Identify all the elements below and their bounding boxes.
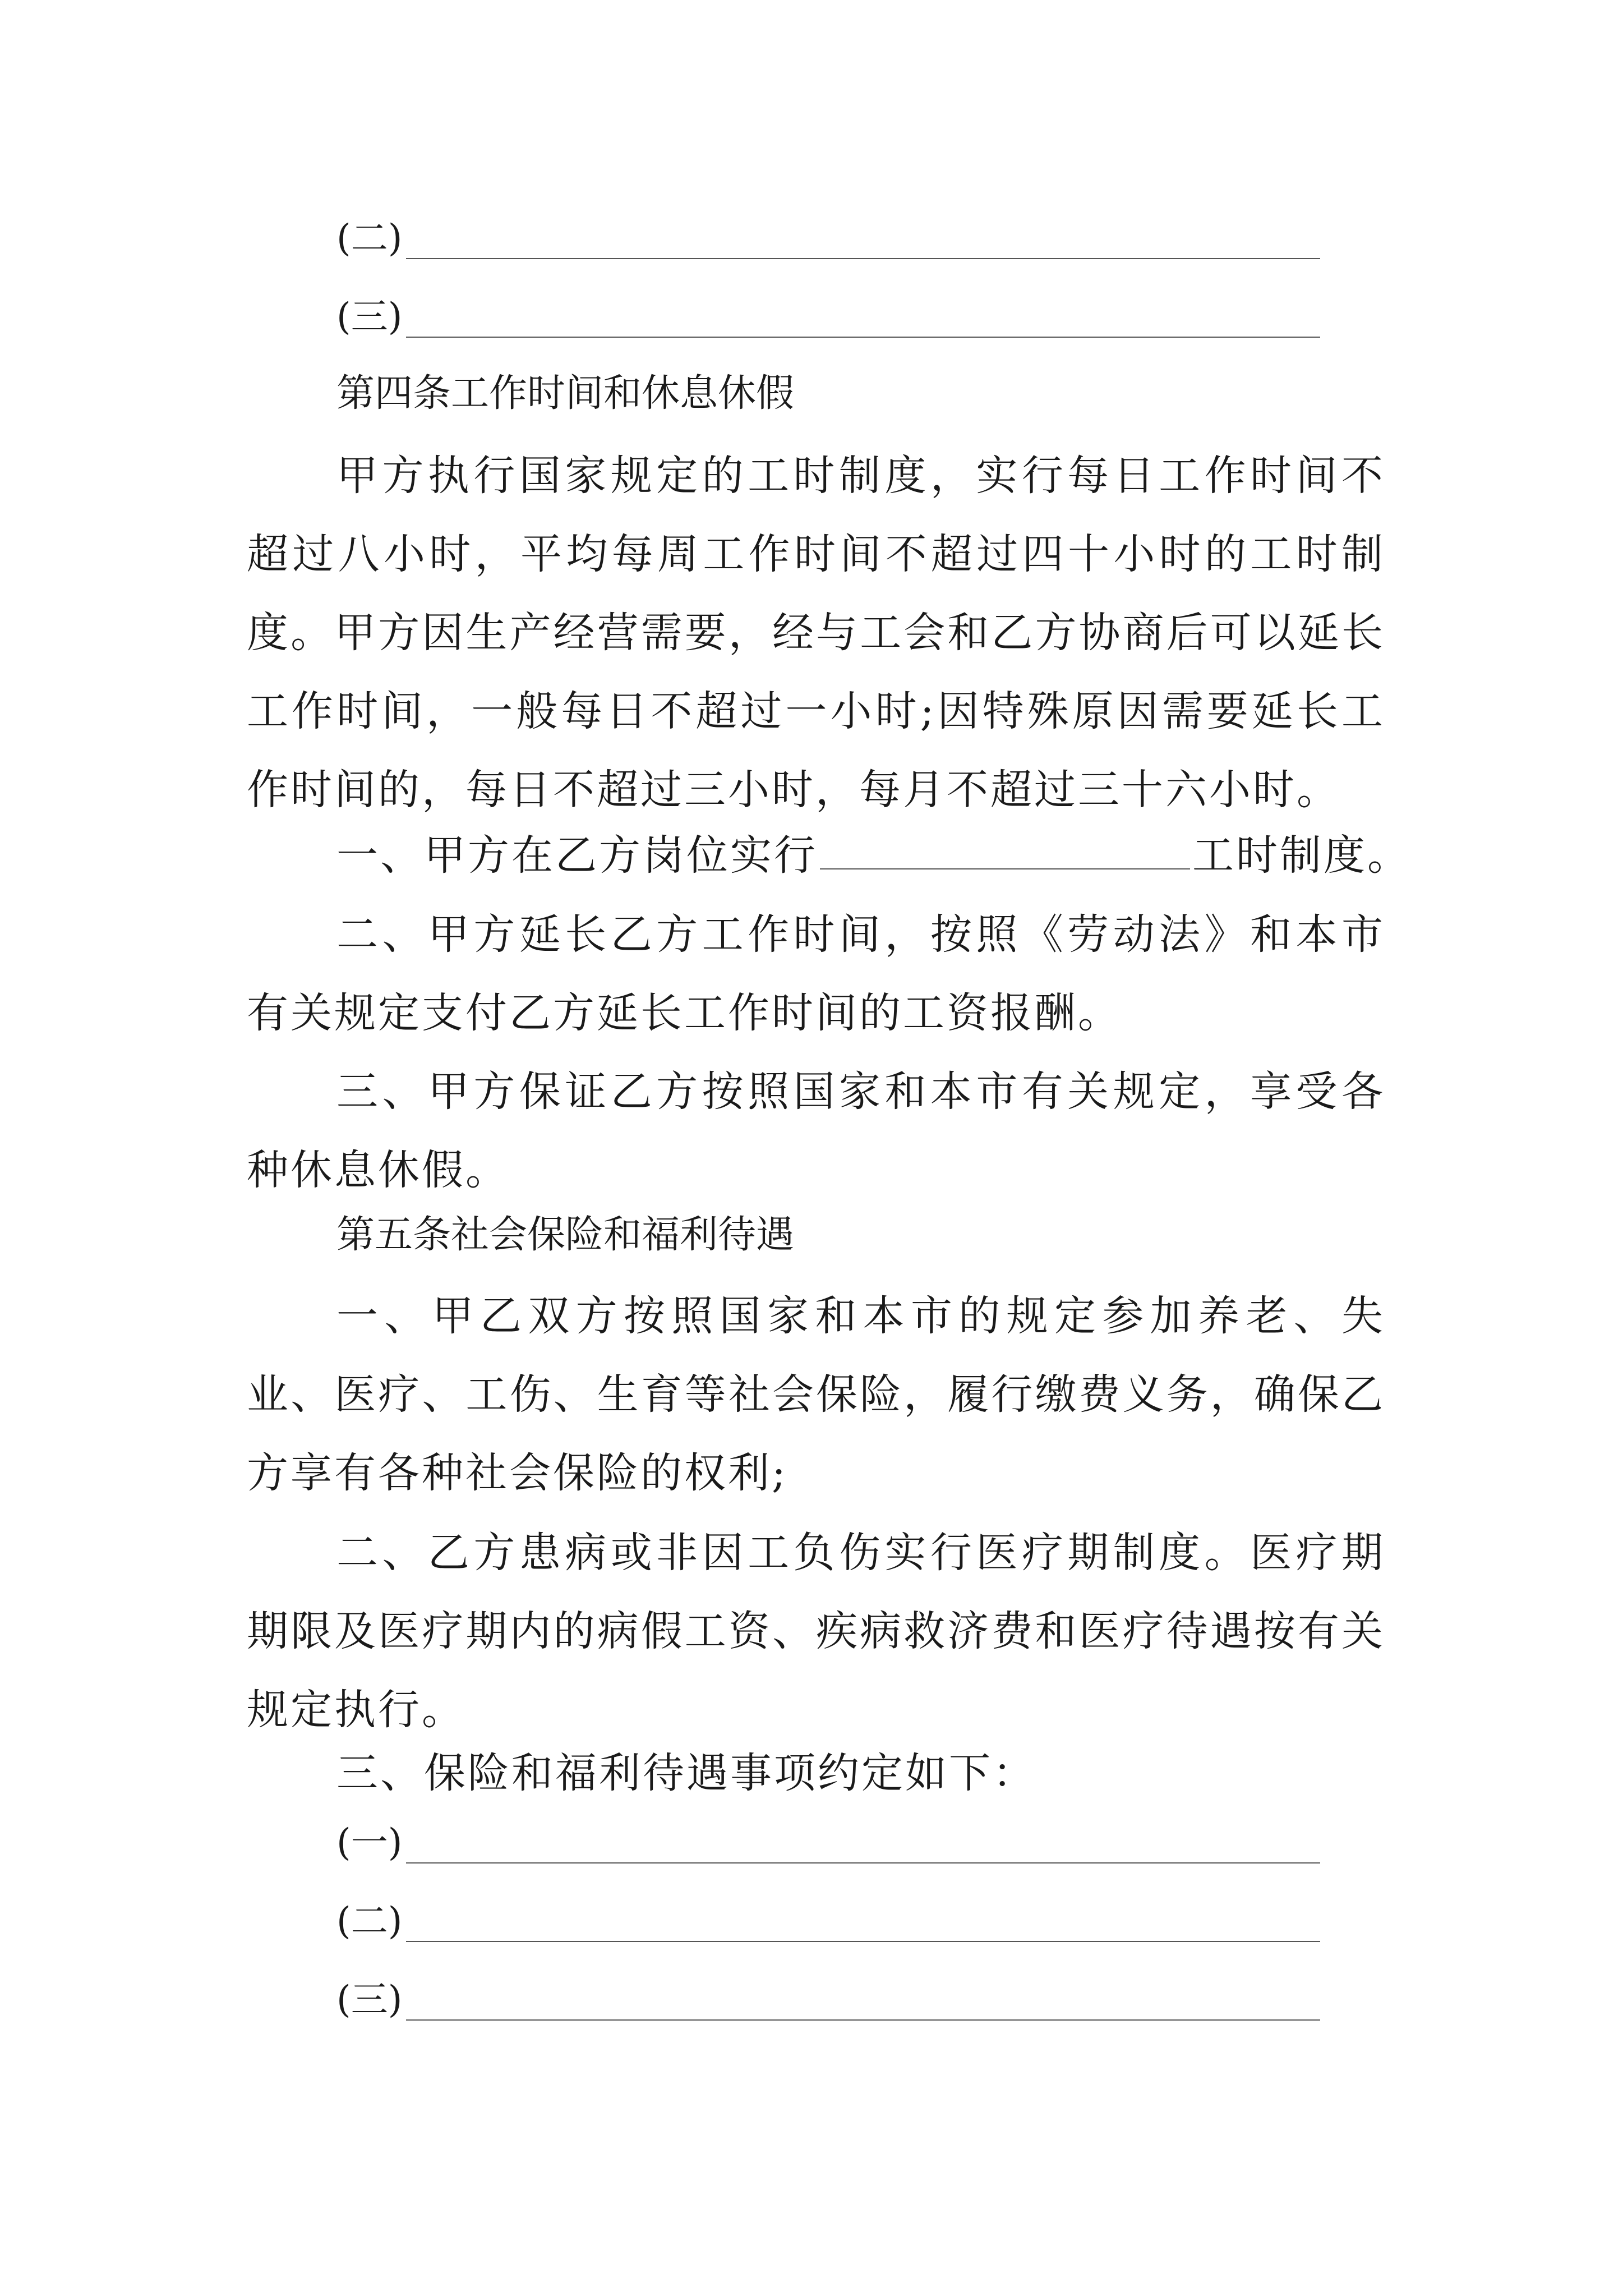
article4-item2: 二、甲方延长乙方工作时间，按照《劳动法》和本市有关规定支付乙方延长工作时间的工资报酬。: [247, 910, 1385, 1037]
article5-blank-line-1: [336, 1821, 1320, 1864]
article5-item2: 二、乙方患病或非因工负伤实行医疗期制度。医疗期期限及医疗期内的病假工资、疾病救济费和医疗待遇按有关规定执行。: [247, 1529, 1385, 1734]
article4-item1-blank: [820, 868, 1190, 869]
blank-line-label: (三): [336, 1978, 403, 2021]
article4-item3: 三、甲方保证乙方按照国家和本市有关规定，享受各种休息休假。: [247, 1068, 1385, 1194]
blank-line-2: [336, 217, 1320, 260]
article4-item1-suffix: 工时制度。: [1192, 831, 1411, 880]
article4-item1-prefix: 一、甲方在乙方岗位实行: [336, 831, 818, 880]
article5-heading: 第五条社会保险和福利待遇: [336, 1213, 795, 1257]
blank-line-rule: [406, 1941, 1320, 1942]
blank-line-rule: [406, 337, 1320, 338]
blank-line-label: (一): [336, 1821, 403, 1864]
blank-line-rule: [406, 258, 1320, 259]
article4-heading: 第四条工作时间和休息休假: [336, 371, 795, 416]
blank-line-3: [336, 295, 1320, 338]
article5-item3: 三、保险和福利待遇事项约定如下：: [336, 1749, 1036, 1797]
article4-item1: [336, 831, 1411, 880]
blank-line-rule: [406, 2019, 1320, 2021]
article5-item1: 一、甲乙双方按照国家和本市的规定参加养老、失业、医疗、工伤、生育等社会保险，履行缴费义务，确保乙方享有各种社会保险的权利;: [247, 1292, 1385, 1497]
article5-blank-line-2: [336, 1899, 1320, 1943]
blank-line-label: (二): [336, 217, 403, 260]
article4-intro: 甲方执行国家规定的工时制度，实行每日工作时间不超过八小时，平均每周工作时间不超过四十小时的工时制度。甲方因生产经营需要，经与工会和乙方协商后可以延长工作时间，一般每日不超过一小时;因特殊原因需要延长工作时间的，每日不超过三小时，每月不超过三十六小时。: [247, 452, 1385, 814]
blank-line-rule: [406, 1862, 1320, 1864]
article5-blank-line-3: [336, 1978, 1320, 2021]
blank-line-label: (三): [336, 295, 403, 338]
blank-line-label: (二): [336, 1899, 403, 1943]
